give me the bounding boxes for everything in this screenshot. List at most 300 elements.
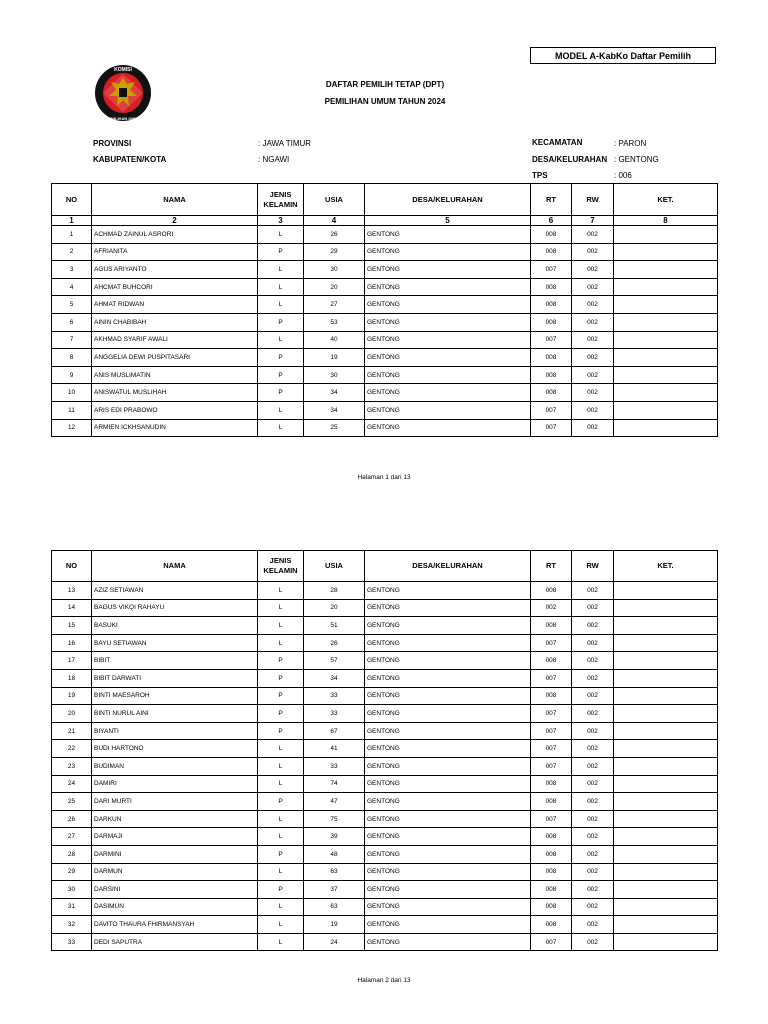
cell-jenis-kelamin: L: [258, 898, 304, 916]
cell-desa: GENTONG: [365, 366, 531, 384]
desa-label: DESA/KELURAHAN: [532, 155, 608, 164]
cell-rw: 002: [572, 881, 614, 899]
column-number: 7: [572, 216, 614, 226]
document-title: DAFTAR PEMILIH TETAP (DPT): [325, 80, 445, 89]
cell-rw: 002: [572, 845, 614, 863]
cell-desa: GENTONG: [365, 705, 531, 723]
cell-usia: 30: [304, 366, 365, 384]
cell-nama: DARKUN: [92, 810, 258, 828]
cell-nama: DARMINI: [92, 845, 258, 863]
cell-desa: GENTONG: [365, 793, 531, 811]
cell-usia: 40: [304, 331, 365, 349]
cell-no: 10: [52, 384, 92, 402]
kabupaten-label: KABUPATEN/KOTA: [93, 155, 167, 164]
table-row: [52, 810, 718, 828]
cell-rt: 008: [531, 828, 572, 846]
cell-usia: 63: [304, 863, 365, 881]
cell-nama: ARMIEN ICKHSANUDIN: [92, 419, 258, 437]
cell-jenis-kelamin: L: [258, 261, 304, 279]
header-usia: USIA: [304, 184, 365, 216]
cell-ket: [614, 881, 718, 899]
cell-rt: 007: [531, 419, 572, 437]
cell-rt: 007: [531, 705, 572, 723]
cell-ket: [614, 740, 718, 758]
cell-desa: GENTONG: [365, 419, 531, 437]
page-footer-2: Halaman 2 dari 13: [357, 977, 411, 984]
cell-nama: DARMAJI: [92, 828, 258, 846]
cell-rt: 007: [531, 722, 572, 740]
cell-usia: 33: [304, 687, 365, 705]
cell-no: 1: [52, 226, 92, 244]
provinsi-label: PROVINSI: [93, 139, 132, 148]
cell-jenis-kelamin: L: [258, 582, 304, 600]
cell-nama: BASUKI: [92, 617, 258, 635]
cell-ket: [614, 652, 718, 670]
table-row: [52, 705, 718, 723]
cell-nama: BINTI NURUL AINI: [92, 705, 258, 723]
cell-usia: 24: [304, 933, 365, 951]
cell-no: 2: [52, 243, 92, 261]
cell-ket: [614, 793, 718, 811]
cell-ket: [614, 599, 718, 617]
header-rw: RW: [572, 551, 614, 582]
cell-desa: GENTONG: [365, 261, 531, 279]
cell-usia: 33: [304, 705, 365, 723]
cell-usia: 19: [304, 349, 365, 367]
cell-rw: 002: [572, 687, 614, 705]
cell-nama: DEDI SAPUTRA: [92, 933, 258, 951]
table-row: [52, 243, 718, 261]
cell-nama: BAGUS VIKQI RAHAYU: [92, 599, 258, 617]
cell-rt: 008: [531, 793, 572, 811]
cell-ket: [614, 401, 718, 419]
cell-rt: 007: [531, 401, 572, 419]
header-no: NO: [52, 551, 92, 582]
cell-desa: GENTONG: [365, 898, 531, 916]
cell-rt: 008: [531, 384, 572, 402]
cell-no: 12: [52, 419, 92, 437]
cell-ket: [614, 775, 718, 793]
provinsi-value: : JAWA TIMUR: [258, 139, 312, 148]
cell-no: 33: [52, 933, 92, 951]
cell-ket: [614, 296, 718, 314]
column-number: 3: [258, 216, 304, 226]
cell-ket: [614, 261, 718, 279]
cell-rt: 008: [531, 582, 572, 600]
cell-nama: DARSINI: [92, 881, 258, 899]
column-number: 5: [365, 216, 531, 226]
cell-no: 13: [52, 582, 92, 600]
cell-rt: 008: [531, 652, 572, 670]
cell-nama: DARI MURTI: [92, 793, 258, 811]
cell-ket: [614, 687, 718, 705]
cell-desa: GENTONG: [365, 722, 531, 740]
model-label: MODEL A-KabKo Daftar Pemilih: [530, 47, 716, 64]
cell-rw: 002: [572, 705, 614, 723]
cell-nama: AHCMAT BUHCORI: [92, 278, 258, 296]
cell-usia: 30: [304, 261, 365, 279]
cell-jenis-kelamin: P: [258, 705, 304, 723]
cell-rw: 002: [572, 349, 614, 367]
cell-desa: GENTONG: [365, 617, 531, 635]
cell-no: 28: [52, 845, 92, 863]
cell-rw: 002: [572, 634, 614, 652]
cell-usia: 29: [304, 243, 365, 261]
cell-desa: GENTONG: [365, 599, 531, 617]
cell-ket: [614, 634, 718, 652]
cell-no: 25: [52, 793, 92, 811]
cell-jenis-kelamin: L: [258, 226, 304, 244]
cell-desa: GENTONG: [365, 828, 531, 846]
cell-jenis-kelamin: L: [258, 634, 304, 652]
kabupaten-value: : NGAWI: [258, 155, 290, 164]
cell-rt: 008: [531, 845, 572, 863]
header-ket: KET.: [614, 184, 718, 216]
tps-label: TPS: [532, 171, 548, 180]
cell-rw: 002: [572, 669, 614, 687]
cell-jenis-kelamin: P: [258, 845, 304, 863]
page-footer-1: Halaman 1 dari 13: [357, 474, 411, 481]
cell-rw: 002: [572, 419, 614, 437]
cell-jenis-kelamin: L: [258, 828, 304, 846]
cell-nama: BIYANTI: [92, 722, 258, 740]
cell-desa: GENTONG: [365, 933, 531, 951]
cell-no: 3: [52, 261, 92, 279]
cell-rt: 008: [531, 243, 572, 261]
table-row: [52, 898, 718, 916]
cell-jenis-kelamin: L: [258, 296, 304, 314]
cell-ket: [614, 916, 718, 934]
cell-no: 17: [52, 652, 92, 670]
cell-rt: 007: [531, 261, 572, 279]
header-usia: USIA: [304, 551, 365, 582]
cell-rt: 008: [531, 617, 572, 635]
cell-no: 18: [52, 669, 92, 687]
cell-jenis-kelamin: L: [258, 278, 304, 296]
cell-desa: GENTONG: [365, 582, 531, 600]
cell-usia: 53: [304, 313, 365, 331]
cell-rt: 008: [531, 775, 572, 793]
cell-no: 32: [52, 916, 92, 934]
cell-desa: GENTONG: [365, 296, 531, 314]
column-number: 6: [531, 216, 572, 226]
cell-no: 11: [52, 401, 92, 419]
cell-ket: [614, 226, 718, 244]
cell-usia: 41: [304, 740, 365, 758]
cell-ket: [614, 757, 718, 775]
column-number: 2: [92, 216, 258, 226]
cell-desa: GENTONG: [365, 349, 531, 367]
cell-no: 19: [52, 687, 92, 705]
cell-nama: ANGGELIA DEWI PUSPITASARI: [92, 349, 258, 367]
cell-rw: 002: [572, 331, 614, 349]
cell-usia: 19: [304, 916, 365, 934]
cell-ket: [614, 243, 718, 261]
cell-rw: 002: [572, 278, 614, 296]
cell-ket: [614, 810, 718, 828]
cell-desa: GENTONG: [365, 881, 531, 899]
voter-table-page2: [51, 550, 718, 951]
cell-jenis-kelamin: L: [258, 757, 304, 775]
cell-jenis-kelamin: P: [258, 669, 304, 687]
cell-desa: GENTONG: [365, 687, 531, 705]
table-row: [52, 722, 718, 740]
voter-table-page1: [51, 183, 718, 437]
cell-rt: 007: [531, 933, 572, 951]
cell-rt: 007: [531, 331, 572, 349]
table-row: [52, 366, 718, 384]
cell-rw: 002: [572, 652, 614, 670]
cell-jenis-kelamin: P: [258, 313, 304, 331]
cell-ket: [614, 384, 718, 402]
cell-jenis-kelamin: P: [258, 366, 304, 384]
cell-rt: 007: [531, 810, 572, 828]
cell-ket: [614, 863, 718, 881]
cell-nama: AFRIANITA: [92, 243, 258, 261]
cell-no: 7: [52, 331, 92, 349]
header-rt: RT: [531, 184, 572, 216]
table-row: [52, 331, 718, 349]
cell-usia: 33: [304, 757, 365, 775]
cell-jenis-kelamin: P: [258, 793, 304, 811]
cell-no: 4: [52, 278, 92, 296]
cell-jenis-kelamin: L: [258, 740, 304, 758]
cell-usia: 37: [304, 881, 365, 899]
table-row: [52, 599, 718, 617]
cell-rw: 002: [572, 722, 614, 740]
cell-nama: AZIZ SETIAWAN: [92, 582, 258, 600]
column-number: 1: [52, 216, 92, 226]
cell-nama: BAYU SETIAWAN: [92, 634, 258, 652]
cell-rw: 002: [572, 757, 614, 775]
cell-usia: 74: [304, 775, 365, 793]
cell-jenis-kelamin: L: [258, 810, 304, 828]
cell-jenis-kelamin: L: [258, 775, 304, 793]
header-rw: RW: [572, 184, 614, 216]
table-row: [52, 775, 718, 793]
cell-nama: ARIS EDI PRABOWO: [92, 401, 258, 419]
header-nama: NAMA: [92, 551, 258, 582]
table-row: [52, 226, 718, 244]
cell-nama: DASIMUN: [92, 898, 258, 916]
cell-desa: GENTONG: [365, 863, 531, 881]
cell-nama: DAMIRI: [92, 775, 258, 793]
cell-desa: GENTONG: [365, 278, 531, 296]
cell-nama: BIBIT: [92, 652, 258, 670]
cell-usia: 47: [304, 793, 365, 811]
cell-rt: 008: [531, 278, 572, 296]
cell-usia: 28: [304, 582, 365, 600]
cell-no: 8: [52, 349, 92, 367]
kecamatan-value: : PARON: [614, 139, 647, 148]
desa-value: : GENTONG: [614, 155, 659, 164]
cell-no: 5: [52, 296, 92, 314]
cell-no: 22: [52, 740, 92, 758]
kpu-logo: [93, 62, 153, 126]
cell-rt: 008: [531, 916, 572, 934]
table-row: [52, 652, 718, 670]
cell-desa: GENTONG: [365, 401, 531, 419]
table-row: [52, 349, 718, 367]
cell-jenis-kelamin: L: [258, 863, 304, 881]
cell-ket: [614, 933, 718, 951]
cell-jenis-kelamin: P: [258, 722, 304, 740]
table-row: [52, 828, 718, 846]
cell-usia: 26: [304, 226, 365, 244]
cell-rw: 002: [572, 313, 614, 331]
cell-no: 20: [52, 705, 92, 723]
cell-no: 30: [52, 881, 92, 899]
cell-nama: DARMUN: [92, 863, 258, 881]
cell-usia: 20: [304, 278, 365, 296]
cell-nama: BINTI MAESAROH: [92, 687, 258, 705]
cell-jenis-kelamin: P: [258, 349, 304, 367]
table-row: [52, 617, 718, 635]
cell-rt: 008: [531, 366, 572, 384]
cell-ket: [614, 278, 718, 296]
cell-usia: 34: [304, 384, 365, 402]
cell-rt: 007: [531, 634, 572, 652]
cell-usia: 39: [304, 828, 365, 846]
cell-rw: 002: [572, 366, 614, 384]
cell-no: 31: [52, 898, 92, 916]
cell-rw: 002: [572, 401, 614, 419]
cell-rt: 008: [531, 863, 572, 881]
cell-ket: [614, 419, 718, 437]
cell-desa: GENTONG: [365, 916, 531, 934]
cell-ket: [614, 828, 718, 846]
table-row: [52, 916, 718, 934]
cell-rw: 002: [572, 617, 614, 635]
cell-usia: 34: [304, 669, 365, 687]
cell-no: 9: [52, 366, 92, 384]
cell-desa: GENTONG: [365, 384, 531, 402]
cell-jenis-kelamin: L: [258, 419, 304, 437]
cell-usia: 67: [304, 722, 365, 740]
cell-usia: 26: [304, 634, 365, 652]
cell-usia: 27: [304, 296, 365, 314]
cell-ket: [614, 331, 718, 349]
table-row: [52, 582, 718, 600]
cell-rt: 007: [531, 740, 572, 758]
cell-nama: ACHMAD ZAINUL ASRORI: [92, 226, 258, 244]
table-row: [52, 669, 718, 687]
cell-nama: BUDI HARTONO: [92, 740, 258, 758]
cell-rt: 008: [531, 898, 572, 916]
header-rt: RT: [531, 551, 572, 582]
table-row: [52, 384, 718, 402]
cell-rw: 002: [572, 793, 614, 811]
cell-no: 21: [52, 722, 92, 740]
cell-ket: [614, 313, 718, 331]
cell-rw: 002: [572, 810, 614, 828]
cell-rw: 002: [572, 863, 614, 881]
cell-desa: GENTONG: [365, 652, 531, 670]
table-row: [52, 757, 718, 775]
table-row: [52, 401, 718, 419]
cell-rw: 002: [572, 226, 614, 244]
cell-desa: GENTONG: [365, 634, 531, 652]
cell-rt: 002: [531, 599, 572, 617]
cell-no: 24: [52, 775, 92, 793]
cell-ket: [614, 669, 718, 687]
cell-rw: 002: [572, 261, 614, 279]
cell-desa: GENTONG: [365, 740, 531, 758]
cell-ket: [614, 722, 718, 740]
svg-text:KOMISI: KOMISI: [114, 67, 132, 73]
cell-rw: 002: [572, 898, 614, 916]
cell-jenis-kelamin: L: [258, 933, 304, 951]
cell-desa: GENTONG: [365, 331, 531, 349]
cell-usia: 63: [304, 898, 365, 916]
cell-jenis-kelamin: P: [258, 881, 304, 899]
column-number-row: [52, 216, 718, 226]
svg-text:PEMILIHAN UMUM: PEMILIHAN UMUM: [105, 116, 141, 121]
cell-rw: 002: [572, 916, 614, 934]
cell-no: 14: [52, 599, 92, 617]
cell-rw: 002: [572, 740, 614, 758]
cell-jenis-kelamin: P: [258, 243, 304, 261]
cell-no: 23: [52, 757, 92, 775]
cell-nama: ANIS MUSLIMATIN: [92, 366, 258, 384]
cell-desa: GENTONG: [365, 775, 531, 793]
cell-no: 6: [52, 313, 92, 331]
header-desa: DESA/KELURAHAN: [365, 551, 531, 582]
header-jenis-kelamin: JENIS KELAMIN: [258, 184, 304, 216]
header-nama: NAMA: [92, 184, 258, 216]
cell-rw: 002: [572, 582, 614, 600]
table-row: [52, 793, 718, 811]
table-row: [52, 296, 718, 314]
cell-rt: 008: [531, 313, 572, 331]
cell-jenis-kelamin: L: [258, 401, 304, 419]
cell-desa: GENTONG: [365, 226, 531, 244]
cell-usia: 75: [304, 810, 365, 828]
cell-rw: 002: [572, 296, 614, 314]
cell-usia: 25: [304, 419, 365, 437]
cell-rw: 002: [572, 828, 614, 846]
cell-desa: GENTONG: [365, 757, 531, 775]
cell-jenis-kelamin: L: [258, 617, 304, 635]
cell-desa: GENTONG: [365, 845, 531, 863]
cell-nama: AININ CHABIBAH: [92, 313, 258, 331]
cell-no: 16: [52, 634, 92, 652]
cell-desa: GENTONG: [365, 313, 531, 331]
header-no: NO: [52, 184, 92, 216]
cell-no: 15: [52, 617, 92, 635]
cell-nama: AHMAT RIDWAN: [92, 296, 258, 314]
cell-usia: 20: [304, 599, 365, 617]
cell-rw: 002: [572, 384, 614, 402]
cell-desa: GENTONG: [365, 810, 531, 828]
cell-usia: 48: [304, 845, 365, 863]
cell-rt: 007: [531, 757, 572, 775]
table-row: [52, 634, 718, 652]
table-row: [52, 687, 718, 705]
table-row: [52, 881, 718, 899]
cell-ket: [614, 898, 718, 916]
table-row: [52, 261, 718, 279]
cell-jenis-kelamin: P: [258, 652, 304, 670]
cell-rt: 008: [531, 881, 572, 899]
table-row: [52, 845, 718, 863]
cell-usia: 51: [304, 617, 365, 635]
header-ket: KET.: [614, 551, 718, 582]
cell-ket: [614, 617, 718, 635]
cell-nama: ANISWATUL MUSLIHAH: [92, 384, 258, 402]
cell-rw: 002: [572, 775, 614, 793]
cell-nama: BIBIT DARWATI: [92, 669, 258, 687]
